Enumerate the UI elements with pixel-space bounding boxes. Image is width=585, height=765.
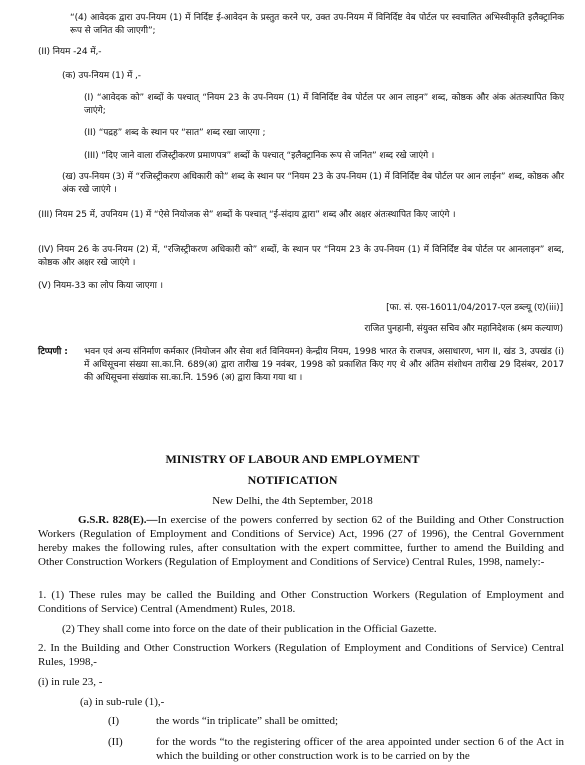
- rule-2-i: (i) in rule 23, -: [38, 676, 103, 688]
- file-number: [फा. सं. एस-16011/04/2017-एल डब्ल्यू (ए)(iii)]: [386, 303, 563, 313]
- intro-text: In exercise of the powers conferred by section 62 of the Building and Other Construction Workers (Regulation of Employment and Conditions of Service) Act, 1996 (27 of 1996), the Central Government hereby makes the following rules, after consultation with the expert committee, further to amend the Building and Other Construction Workers (Regulation of Employment and Conditions of Service) Central Rules, 1998, namely:-: [38, 514, 564, 568]
- intro-paragraph: [38, 513, 564, 569]
- hindi-item-V: (V) नियम-33 का लोप किया जाएगा ।: [38, 281, 163, 291]
- hindi-subitem-ka: (क) उप-नियम (1) में ,-: [62, 71, 141, 81]
- note-label: टिप्पणी :: [38, 347, 68, 357]
- hindi-item-IV: (IV) नियम 26 के उप-नियम (2) में, “रजिस्ट्रीकरण अधिकारी को” शब्दों, के स्थान पर “नियम 23 के उप-नियम (1) में विनिर्दिष्ट वेब पोर्टल पर आनलाइन” शब्द, कोष्ठक और अक्षर रखे जाएंगे ।: [38, 245, 564, 268]
- notification-heading: NOTIFICATION: [247, 473, 338, 487]
- rule-2: 2. In the Building and Other Construction Workers (Regulation of Employment and Conditions of Service) Central Rules, 1998,-: [38, 642, 564, 668]
- hindi-item-II: (II) नियम -24 में,-: [38, 47, 102, 57]
- gsr-number: G.S.R. 828(E).—: [78, 514, 158, 526]
- hindi-item-III: (III) नियम 25 में, उपनियम (1) में “ऐसे नियोजक से” शब्दों के पश्चात् “ई-संदाय द्वारा” शब्द और अक्षर अंतःस्थापित किए जाएंगे ।: [38, 210, 456, 220]
- hindi-clause-k-III: (III) “दिए जाने वाला रजिस्ट्रीकरण प्रमाणपत्र” शब्दों के पश्चात् “इलैक्ट्रानिक रूप से जनित” शब्द रखे जाएंगे ।: [84, 151, 435, 161]
- note-text: भवन एवं अन्य संनिर्माण कर्मकार (नियोजन और सेवा शर्त विनियमन) केन्द्रीय नियम, 1998 भारत के राजपत्र, असाधारण, भाग II, खंड 3, उपखंड (i) में अधिसूचना संख्या सा.का.नि. 689(अ) द्वारा तारीख 19 नवंबर, 1998 को प्रकाशित किए गए थे और अंतिम संशोधन तारीख 29 दिसंबर, 2017 की अधिसूचना संख्यांक सा.का.नि. 1596 (अ) द्वारा किया गया था ।: [84, 347, 564, 383]
- hindi-subitem-kha: (ख) उप-नियम (3) में “रजिस्ट्रीकरण अधिकारी को” शब्द के स्थान पर “नियम 23 के उप-नियम (1) में विनिर्दिष्ट वेब पोर्टल पर आन लाईन” शब्द, कोष्ठक और अंक रखे जाएंगे ।: [62, 172, 564, 195]
- hindi-clause-k-I: (I) “आवेदक को” शब्दों के पश्चात् “नियम 23 के उप-नियम (1) में विनिर्दिष्ट वेब पोर्टल पर आन लाइन” शब्द, कोष्ठक और अंक अंतःस्थापित किए जाएंगे;: [84, 93, 564, 116]
- item-II-text: for the words “to the registering officer of the area appointed under section 6 of the Act in which the building or other construction work is to be carried on by the: [156, 736, 564, 762]
- hindi-para-4: “(4) आवेदक द्वारा उप-नियम (1) में निर्दिष्ट ई-आवेदन के प्रस्तुत करने पर, उक्त उप-नियम में विनिर्दिष्ट वेब पोर्टल पर स्वचालित अभिस्वीकृति इलैक्ट्रानिक रूप से जनित की जाएगी”;: [70, 13, 564, 36]
- item-I-text: the words “in triplicate” shall be omitted;: [156, 715, 339, 727]
- rule-1-1: 1. (1) These rules may be called the Building and Other Construction Workers (Regulation of Employment and Conditions of Service) Central (Amendment) Rules, 2018.: [38, 589, 564, 615]
- ministry-heading: MINISTRY OF LABOUR AND EMPLOYMENT: [165, 452, 420, 466]
- sub-rule-a: (a) in sub-rule (1),-: [80, 696, 165, 708]
- rule-1-2: (2) They shall come into force on the date of their publication in the Official Gazette.: [62, 623, 437, 635]
- item-I-number: (I): [108, 715, 119, 727]
- signatory: राजित पुनहानी, संयुक्त सचिव और महानिदेशक (श्रम कल्याण): [364, 324, 563, 334]
- notification-date: New Delhi, the 4th September, 2018: [212, 495, 373, 507]
- item-II-number: (II): [108, 736, 123, 748]
- hindi-clause-k-II: (II) “पद्रह” शब्द के स्थान पर “सात” शब्द रखा जाएगा ;: [84, 128, 266, 138]
